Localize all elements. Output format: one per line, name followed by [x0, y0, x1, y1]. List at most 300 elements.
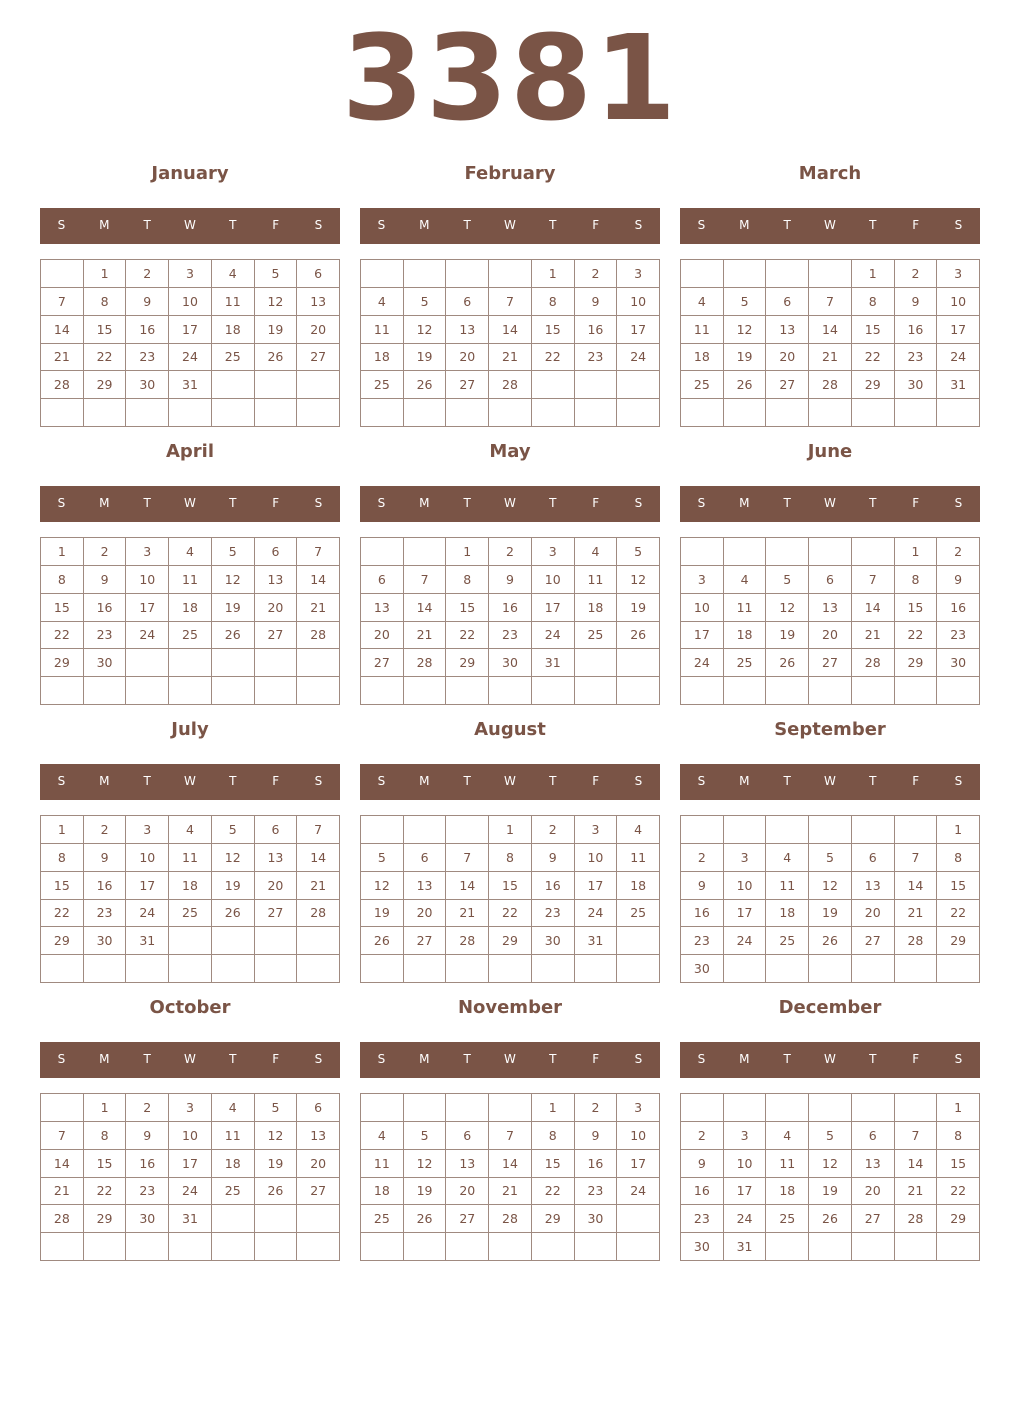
day-cell[interactable]: 24 — [617, 344, 660, 372]
day-cell[interactable]: 28 — [446, 927, 489, 955]
day-cell[interactable]: 18 — [212, 316, 255, 344]
day-cell[interactable]: 19 — [809, 1178, 852, 1206]
day-cell[interactable]: 25 — [361, 371, 404, 399]
day-cell[interactable]: 2 — [532, 816, 575, 844]
day-cell[interactable]: 3 — [169, 260, 212, 288]
day-cell[interactable]: 6 — [809, 566, 852, 594]
day-cell[interactable]: 27 — [852, 1205, 895, 1233]
day-cell[interactable]: 28 — [489, 1205, 532, 1233]
day-cell[interactable]: 14 — [852, 594, 895, 622]
day-cell[interactable]: 10 — [169, 288, 212, 316]
day-cell[interactable]: 15 — [489, 872, 532, 900]
day-cell[interactable]: 1 — [895, 538, 938, 566]
day-cell[interactable]: 30 — [532, 927, 575, 955]
day-cell[interactable]: 8 — [937, 844, 980, 872]
day-cell[interactable]: 4 — [617, 816, 660, 844]
day-cell[interactable]: 20 — [809, 622, 852, 650]
day-cell[interactable]: 13 — [297, 288, 340, 316]
day-cell[interactable]: 28 — [895, 927, 938, 955]
day-cell[interactable]: 30 — [126, 1205, 169, 1233]
day-cell[interactable]: 21 — [297, 872, 340, 900]
day-cell[interactable]: 26 — [724, 371, 767, 399]
day-cell[interactable]: 29 — [852, 371, 895, 399]
day-cell[interactable]: 9 — [489, 566, 532, 594]
day-cell[interactable]: 2 — [895, 260, 938, 288]
day-cell[interactable]: 25 — [724, 649, 767, 677]
day-cell[interactable]: 6 — [852, 844, 895, 872]
day-cell[interactable]: 1 — [937, 816, 980, 844]
day-cell[interactable]: 6 — [852, 1122, 895, 1150]
day-cell[interactable]: 10 — [724, 1150, 767, 1178]
day-cell[interactable]: 7 — [404, 566, 447, 594]
day-cell[interactable]: 26 — [255, 344, 298, 372]
day-cell[interactable]: 21 — [297, 594, 340, 622]
day-cell[interactable]: 1 — [84, 260, 127, 288]
day-cell[interactable]: 21 — [404, 622, 447, 650]
day-cell[interactable]: 26 — [809, 927, 852, 955]
day-cell[interactable]: 18 — [361, 344, 404, 372]
day-cell[interactable]: 18 — [766, 1178, 809, 1206]
day-cell[interactable]: 30 — [126, 371, 169, 399]
day-cell[interactable]: 4 — [766, 1122, 809, 1150]
day-cell[interactable]: 30 — [681, 1233, 724, 1261]
day-cell[interactable]: 7 — [446, 844, 489, 872]
day-cell[interactable]: 14 — [895, 1150, 938, 1178]
day-cell[interactable]: 29 — [895, 649, 938, 677]
day-cell[interactable]: 24 — [126, 900, 169, 928]
day-cell[interactable]: 21 — [41, 344, 84, 372]
day-cell[interactable]: 30 — [895, 371, 938, 399]
day-cell[interactable]: 22 — [84, 344, 127, 372]
day-cell[interactable]: 17 — [937, 316, 980, 344]
day-cell[interactable]: 7 — [41, 288, 84, 316]
day-cell[interactable]: 5 — [255, 260, 298, 288]
day-cell[interactable]: 16 — [126, 316, 169, 344]
day-cell[interactable]: 31 — [532, 649, 575, 677]
day-cell[interactable]: 1 — [84, 1094, 127, 1122]
day-cell[interactable]: 17 — [126, 872, 169, 900]
day-cell[interactable]: 17 — [724, 1178, 767, 1206]
day-cell[interactable]: 21 — [446, 900, 489, 928]
day-cell[interactable]: 30 — [489, 649, 532, 677]
day-cell[interactable]: 23 — [126, 1178, 169, 1206]
day-cell[interactable]: 1 — [532, 1094, 575, 1122]
day-cell[interactable]: 8 — [532, 1122, 575, 1150]
day-cell[interactable]: 8 — [84, 1122, 127, 1150]
day-cell[interactable]: 26 — [404, 1205, 447, 1233]
day-cell[interactable]: 13 — [255, 844, 298, 872]
day-cell[interactable]: 16 — [681, 1178, 724, 1206]
day-cell[interactable]: 22 — [937, 1178, 980, 1206]
day-cell[interactable]: 5 — [404, 288, 447, 316]
day-cell[interactable]: 5 — [361, 844, 404, 872]
day-cell[interactable]: 27 — [255, 622, 298, 650]
day-cell[interactable]: 17 — [169, 316, 212, 344]
day-cell[interactable]: 20 — [255, 594, 298, 622]
day-cell[interactable]: 18 — [169, 594, 212, 622]
day-cell[interactable]: 25 — [169, 900, 212, 928]
day-cell[interactable]: 27 — [766, 371, 809, 399]
day-cell[interactable]: 19 — [255, 1150, 298, 1178]
day-cell[interactable]: 11 — [681, 316, 724, 344]
day-cell[interactable]: 5 — [404, 1122, 447, 1150]
day-cell[interactable]: 20 — [446, 1178, 489, 1206]
day-cell[interactable]: 23 — [895, 344, 938, 372]
day-cell[interactable]: 4 — [681, 288, 724, 316]
day-cell[interactable]: 20 — [297, 316, 340, 344]
day-cell[interactable]: 4 — [575, 538, 618, 566]
day-cell[interactable]: 1 — [41, 816, 84, 844]
day-cell[interactable]: 29 — [489, 927, 532, 955]
day-cell[interactable]: 24 — [617, 1178, 660, 1206]
day-cell[interactable]: 2 — [84, 816, 127, 844]
day-cell[interactable]: 7 — [41, 1122, 84, 1150]
day-cell[interactable]: 20 — [361, 622, 404, 650]
day-cell[interactable]: 10 — [937, 288, 980, 316]
day-cell[interactable]: 11 — [361, 1150, 404, 1178]
day-cell[interactable]: 25 — [766, 927, 809, 955]
day-cell[interactable]: 14 — [297, 844, 340, 872]
day-cell[interactable]: 30 — [84, 649, 127, 677]
day-cell[interactable]: 22 — [895, 622, 938, 650]
day-cell[interactable]: 4 — [766, 844, 809, 872]
day-cell[interactable]: 14 — [404, 594, 447, 622]
day-cell[interactable]: 24 — [169, 1178, 212, 1206]
day-cell[interactable]: 31 — [937, 371, 980, 399]
day-cell[interactable]: 7 — [895, 1122, 938, 1150]
day-cell[interactable]: 17 — [724, 900, 767, 928]
day-cell[interactable]: 17 — [532, 594, 575, 622]
day-cell[interactable]: 3 — [681, 566, 724, 594]
day-cell[interactable]: 20 — [766, 344, 809, 372]
day-cell[interactable]: 15 — [532, 1150, 575, 1178]
day-cell[interactable]: 24 — [126, 622, 169, 650]
day-cell[interactable]: 29 — [84, 1205, 127, 1233]
day-cell[interactable]: 11 — [766, 872, 809, 900]
day-cell[interactable]: 10 — [617, 288, 660, 316]
day-cell[interactable]: 8 — [41, 566, 84, 594]
day-cell[interactable]: 23 — [84, 622, 127, 650]
day-cell[interactable]: 9 — [532, 844, 575, 872]
day-cell[interactable]: 25 — [361, 1205, 404, 1233]
day-cell[interactable]: 19 — [617, 594, 660, 622]
day-cell[interactable]: 20 — [255, 872, 298, 900]
day-cell[interactable]: 5 — [809, 844, 852, 872]
day-cell[interactable]: 23 — [489, 622, 532, 650]
day-cell[interactable]: 26 — [809, 1205, 852, 1233]
day-cell[interactable]: 6 — [297, 1094, 340, 1122]
day-cell[interactable]: 2 — [681, 1122, 724, 1150]
day-cell[interactable]: 21 — [895, 900, 938, 928]
day-cell[interactable]: 11 — [724, 594, 767, 622]
day-cell[interactable]: 1 — [446, 538, 489, 566]
day-cell[interactable]: 30 — [937, 649, 980, 677]
day-cell[interactable]: 3 — [724, 1122, 767, 1150]
day-cell[interactable]: 25 — [169, 622, 212, 650]
day-cell[interactable]: 30 — [84, 927, 127, 955]
day-cell[interactable]: 10 — [169, 1122, 212, 1150]
day-cell[interactable]: 6 — [446, 288, 489, 316]
day-cell[interactable]: 27 — [404, 927, 447, 955]
day-cell[interactable]: 3 — [575, 816, 618, 844]
day-cell[interactable]: 5 — [212, 816, 255, 844]
day-cell[interactable]: 9 — [575, 288, 618, 316]
day-cell[interactable]: 19 — [255, 316, 298, 344]
day-cell[interactable]: 21 — [489, 1178, 532, 1206]
day-cell[interactable]: 16 — [575, 1150, 618, 1178]
day-cell[interactable]: 3 — [724, 844, 767, 872]
day-cell[interactable]: 1 — [852, 260, 895, 288]
day-cell[interactable]: 2 — [126, 260, 169, 288]
day-cell[interactable]: 22 — [489, 900, 532, 928]
day-cell[interactable]: 22 — [41, 622, 84, 650]
day-cell[interactable]: 27 — [809, 649, 852, 677]
day-cell[interactable]: 20 — [404, 900, 447, 928]
day-cell[interactable]: 10 — [575, 844, 618, 872]
day-cell[interactable]: 6 — [255, 816, 298, 844]
day-cell[interactable]: 14 — [895, 872, 938, 900]
day-cell[interactable]: 26 — [212, 900, 255, 928]
day-cell[interactable]: 14 — [41, 316, 84, 344]
day-cell[interactable]: 29 — [446, 649, 489, 677]
day-cell[interactable]: 23 — [84, 900, 127, 928]
day-cell[interactable]: 27 — [297, 344, 340, 372]
day-cell[interactable]: 12 — [212, 566, 255, 594]
day-cell[interactable]: 11 — [169, 844, 212, 872]
day-cell[interactable]: 11 — [617, 844, 660, 872]
day-cell[interactable]: 8 — [489, 844, 532, 872]
day-cell[interactable]: 17 — [575, 872, 618, 900]
day-cell[interactable]: 21 — [895, 1178, 938, 1206]
day-cell[interactable]: 13 — [297, 1122, 340, 1150]
day-cell[interactable]: 12 — [617, 566, 660, 594]
day-cell[interactable]: 18 — [766, 900, 809, 928]
day-cell[interactable]: 8 — [446, 566, 489, 594]
day-cell[interactable]: 11 — [361, 316, 404, 344]
day-cell[interactable]: 23 — [575, 344, 618, 372]
day-cell[interactable]: 10 — [126, 844, 169, 872]
day-cell[interactable]: 24 — [937, 344, 980, 372]
day-cell[interactable]: 6 — [255, 538, 298, 566]
day-cell[interactable]: 22 — [41, 900, 84, 928]
day-cell[interactable]: 5 — [809, 1122, 852, 1150]
day-cell[interactable]: 20 — [852, 1178, 895, 1206]
day-cell[interactable]: 4 — [361, 1122, 404, 1150]
day-cell[interactable]: 28 — [41, 1205, 84, 1233]
day-cell[interactable]: 24 — [681, 649, 724, 677]
day-cell[interactable]: 28 — [809, 371, 852, 399]
day-cell[interactable]: 3 — [126, 816, 169, 844]
day-cell[interactable]: 13 — [446, 316, 489, 344]
day-cell[interactable]: 10 — [532, 566, 575, 594]
day-cell[interactable]: 15 — [532, 316, 575, 344]
day-cell[interactable]: 19 — [212, 872, 255, 900]
day-cell[interactable]: 16 — [489, 594, 532, 622]
day-cell[interactable]: 17 — [617, 316, 660, 344]
day-cell[interactable]: 5 — [255, 1094, 298, 1122]
day-cell[interactable]: 7 — [809, 288, 852, 316]
day-cell[interactable]: 13 — [809, 594, 852, 622]
day-cell[interactable]: 4 — [212, 1094, 255, 1122]
day-cell[interactable]: 25 — [212, 344, 255, 372]
day-cell[interactable]: 27 — [446, 371, 489, 399]
day-cell[interactable]: 23 — [126, 344, 169, 372]
day-cell[interactable]: 10 — [617, 1122, 660, 1150]
day-cell[interactable]: 6 — [766, 288, 809, 316]
day-cell[interactable]: 6 — [297, 260, 340, 288]
day-cell[interactable]: 18 — [361, 1178, 404, 1206]
day-cell[interactable]: 3 — [169, 1094, 212, 1122]
day-cell[interactable]: 22 — [532, 1178, 575, 1206]
day-cell[interactable]: 8 — [852, 288, 895, 316]
day-cell[interactable]: 13 — [852, 872, 895, 900]
day-cell[interactable]: 10 — [724, 872, 767, 900]
day-cell[interactable]: 15 — [41, 872, 84, 900]
day-cell[interactable]: 27 — [852, 927, 895, 955]
day-cell[interactable]: 9 — [681, 1150, 724, 1178]
day-cell[interactable]: 9 — [126, 1122, 169, 1150]
day-cell[interactable]: 16 — [575, 316, 618, 344]
day-cell[interactable]: 15 — [937, 1150, 980, 1178]
day-cell[interactable]: 18 — [681, 344, 724, 372]
day-cell[interactable]: 15 — [41, 594, 84, 622]
day-cell[interactable]: 22 — [84, 1178, 127, 1206]
day-cell[interactable]: 26 — [212, 622, 255, 650]
day-cell[interactable]: 8 — [895, 566, 938, 594]
day-cell[interactable]: 7 — [297, 816, 340, 844]
day-cell[interactable]: 28 — [41, 371, 84, 399]
day-cell[interactable]: 18 — [724, 622, 767, 650]
day-cell[interactable]: 3 — [617, 1094, 660, 1122]
day-cell[interactable]: 3 — [126, 538, 169, 566]
day-cell[interactable]: 9 — [126, 288, 169, 316]
day-cell[interactable]: 10 — [681, 594, 724, 622]
day-cell[interactable]: 22 — [532, 344, 575, 372]
day-cell[interactable]: 21 — [41, 1178, 84, 1206]
day-cell[interactable]: 21 — [852, 622, 895, 650]
day-cell[interactable]: 9 — [575, 1122, 618, 1150]
day-cell[interactable]: 15 — [852, 316, 895, 344]
day-cell[interactable]: 9 — [895, 288, 938, 316]
day-cell[interactable]: 19 — [361, 900, 404, 928]
day-cell[interactable]: 15 — [84, 316, 127, 344]
day-cell[interactable]: 6 — [361, 566, 404, 594]
day-cell[interactable]: 22 — [852, 344, 895, 372]
day-cell[interactable]: 5 — [617, 538, 660, 566]
day-cell[interactable]: 29 — [532, 1205, 575, 1233]
day-cell[interactable]: 4 — [724, 566, 767, 594]
day-cell[interactable]: 4 — [169, 816, 212, 844]
day-cell[interactable]: 30 — [575, 1205, 618, 1233]
day-cell[interactable]: 9 — [681, 872, 724, 900]
day-cell[interactable]: 19 — [404, 344, 447, 372]
day-cell[interactable]: 27 — [446, 1205, 489, 1233]
day-cell[interactable]: 16 — [937, 594, 980, 622]
day-cell[interactable]: 16 — [895, 316, 938, 344]
day-cell[interactable]: 31 — [126, 927, 169, 955]
day-cell[interactable]: 16 — [681, 900, 724, 928]
day-cell[interactable]: 24 — [724, 927, 767, 955]
day-cell[interactable]: 14 — [809, 316, 852, 344]
day-cell[interactable]: 2 — [489, 538, 532, 566]
day-cell[interactable]: 11 — [212, 288, 255, 316]
day-cell[interactable]: 22 — [446, 622, 489, 650]
day-cell[interactable]: 27 — [297, 1178, 340, 1206]
day-cell[interactable]: 15 — [84, 1150, 127, 1178]
day-cell[interactable]: 23 — [681, 1205, 724, 1233]
day-cell[interactable]: 8 — [41, 844, 84, 872]
day-cell[interactable]: 13 — [361, 594, 404, 622]
day-cell[interactable]: 23 — [937, 622, 980, 650]
day-cell[interactable]: 21 — [489, 344, 532, 372]
day-cell[interactable]: 16 — [84, 594, 127, 622]
day-cell[interactable]: 4 — [361, 288, 404, 316]
day-cell[interactable]: 19 — [212, 594, 255, 622]
day-cell[interactable]: 21 — [809, 344, 852, 372]
day-cell[interactable]: 12 — [212, 844, 255, 872]
day-cell[interactable]: 11 — [766, 1150, 809, 1178]
day-cell[interactable]: 16 — [532, 872, 575, 900]
day-cell[interactable]: 25 — [766, 1205, 809, 1233]
day-cell[interactable]: 31 — [169, 371, 212, 399]
day-cell[interactable]: 3 — [532, 538, 575, 566]
day-cell[interactable]: 17 — [126, 594, 169, 622]
day-cell[interactable]: 30 — [681, 955, 724, 983]
day-cell[interactable]: 18 — [169, 872, 212, 900]
day-cell[interactable]: 1 — [937, 1094, 980, 1122]
day-cell[interactable]: 4 — [212, 260, 255, 288]
day-cell[interactable]: 20 — [297, 1150, 340, 1178]
day-cell[interactable]: 28 — [297, 900, 340, 928]
day-cell[interactable]: 19 — [724, 344, 767, 372]
day-cell[interactable]: 12 — [361, 872, 404, 900]
day-cell[interactable]: 1 — [532, 260, 575, 288]
day-cell[interactable]: 5 — [724, 288, 767, 316]
day-cell[interactable]: 15 — [446, 594, 489, 622]
day-cell[interactable]: 26 — [361, 927, 404, 955]
day-cell[interactable]: 31 — [724, 1233, 767, 1261]
day-cell[interactable]: 7 — [297, 538, 340, 566]
day-cell[interactable]: 15 — [895, 594, 938, 622]
day-cell[interactable]: 25 — [212, 1178, 255, 1206]
day-cell[interactable]: 12 — [809, 1150, 852, 1178]
day-cell[interactable]: 29 — [84, 371, 127, 399]
day-cell[interactable]: 26 — [617, 622, 660, 650]
day-cell[interactable]: 14 — [489, 1150, 532, 1178]
day-cell[interactable]: 26 — [766, 649, 809, 677]
day-cell[interactable]: 17 — [681, 622, 724, 650]
day-cell[interactable]: 23 — [575, 1178, 618, 1206]
day-cell[interactable]: 6 — [446, 1122, 489, 1150]
day-cell[interactable]: 8 — [84, 288, 127, 316]
day-cell[interactable]: 9 — [84, 566, 127, 594]
day-cell[interactable]: 17 — [617, 1150, 660, 1178]
day-cell[interactable]: 2 — [84, 538, 127, 566]
day-cell[interactable]: 12 — [404, 316, 447, 344]
day-cell[interactable]: 29 — [937, 927, 980, 955]
day-cell[interactable]: 28 — [852, 649, 895, 677]
day-cell[interactable]: 29 — [937, 1205, 980, 1233]
day-cell[interactable]: 5 — [766, 566, 809, 594]
day-cell[interactable]: 18 — [617, 872, 660, 900]
day-cell[interactable]: 20 — [852, 900, 895, 928]
day-cell[interactable]: 13 — [766, 316, 809, 344]
day-cell[interactable]: 11 — [169, 566, 212, 594]
day-cell[interactable]: 29 — [41, 927, 84, 955]
day-cell[interactable]: 16 — [126, 1150, 169, 1178]
day-cell[interactable]: 11 — [212, 1122, 255, 1150]
day-cell[interactable]: 1 — [41, 538, 84, 566]
